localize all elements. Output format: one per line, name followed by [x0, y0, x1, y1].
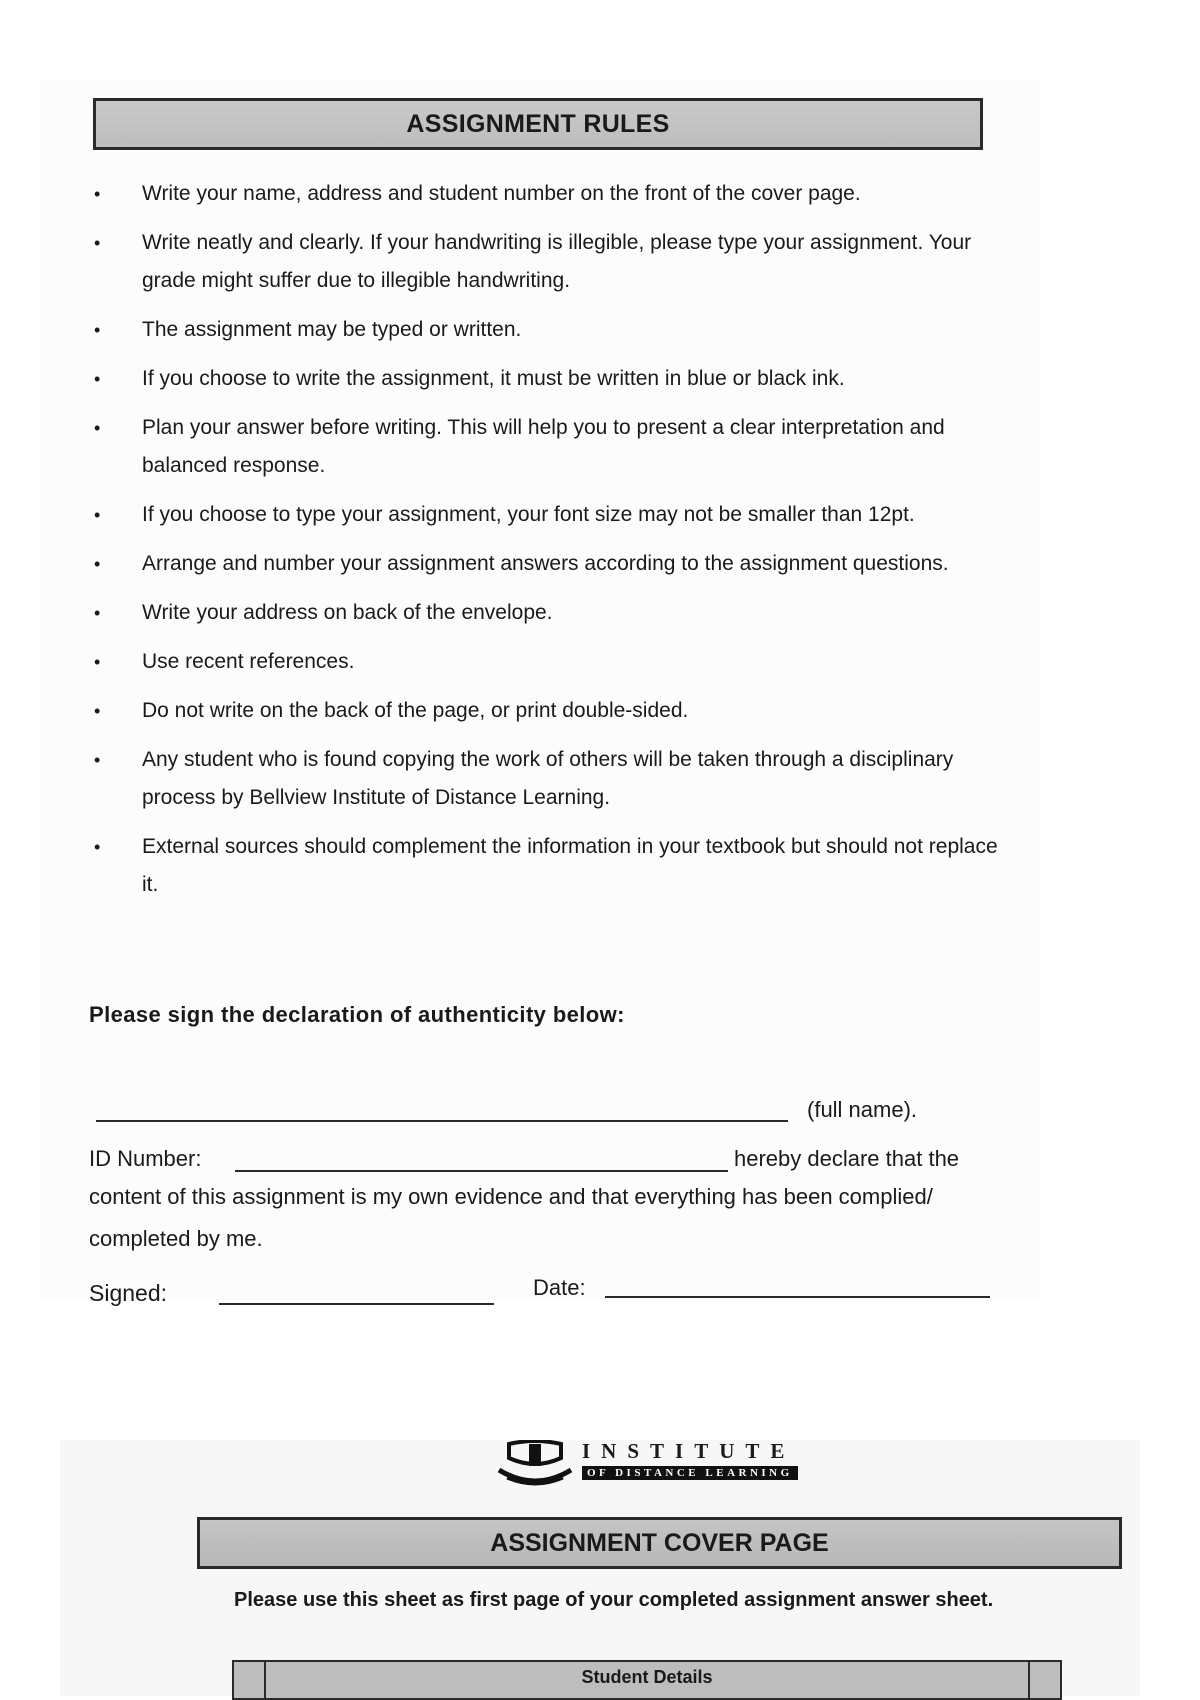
bullet-icon: •	[94, 652, 101, 672]
list-item: • If you choose to type your assignment, your font size may not be smaller than 12pt.	[92, 496, 1012, 534]
date-line[interactable]	[605, 1296, 990, 1298]
list-item: • Arrange and number your assignment answers according to the assignment questions.	[92, 545, 1012, 583]
full-name-label: (full name).	[807, 1097, 918, 1122]
bullet-icon: •	[94, 369, 101, 389]
assignment-rules-heading: ASSIGNMENT RULES	[93, 98, 983, 150]
list-item: • Do not write on the back of the page, or print double-sided.	[92, 692, 1012, 730]
full-name-line[interactable]	[96, 1120, 788, 1122]
bullet-icon: •	[94, 837, 101, 857]
declaration-statement: content of this assignment is my own evidence and that everything has been complied/ completed by me.	[89, 1184, 933, 1251]
rules-list	[92, 175, 1012, 915]
list-item: • External sources should complement the information in your textbook but should not replace it.	[92, 828, 1012, 904]
list-item: • If you choose to write the assignment, it must be written in blue or black ink.	[92, 360, 1012, 398]
signed-label: Signed:	[89, 1280, 168, 1306]
declaration-heading: Please sign the declaration of authenticity below:	[89, 1002, 625, 1027]
bullet-icon: •	[94, 554, 101, 574]
bullet-icon: •	[94, 418, 101, 438]
list-item: • Use recent references.	[92, 643, 1012, 681]
list-item: • The assignment may be typed or written.	[92, 311, 1012, 349]
date-label: Date:	[533, 1275, 586, 1300]
bullet-icon: •	[94, 701, 101, 721]
list-item: • Write your address on back of the envelope.	[92, 594, 1012, 632]
institute-logo	[495, 1440, 825, 1490]
list-item: • Write your name, address and student number on the front of the cover page.	[92, 175, 1012, 213]
bullet-icon: •	[94, 603, 101, 623]
bullet-icon: •	[94, 505, 101, 525]
bullet-icon: •	[94, 750, 101, 770]
list-item: • Any student who is found copying the work of others will be taken through a disciplinary process by Bellview Institute of Distance Learning.	[92, 741, 1012, 817]
list-item: • Plan your answer before writing. This will help you to present a clear interpretation and balanced response.	[92, 409, 1012, 485]
list-item: • Write neatly and clearly. If your handwriting is illegible, please type your assignment. Your grade might suffer due to illegible handwriting.	[92, 224, 1012, 300]
bullet-icon: •	[94, 184, 101, 204]
crest-emblem-icon	[495, 1440, 575, 1490]
logo-institute-text: INSTITUTE	[582, 1439, 796, 1463]
student-details-table	[232, 1660, 1062, 1700]
signature-line[interactable]	[219, 1303, 494, 1305]
declare-text: hereby declare that the	[734, 1146, 960, 1171]
bullet-icon: •	[94, 233, 101, 253]
cover-page-heading: ASSIGNMENT COVER PAGE	[197, 1517, 1122, 1569]
id-number-line[interactable]	[235, 1170, 728, 1172]
logo-wordmark	[582, 1440, 798, 1481]
id-number-label: ID Number:	[89, 1146, 202, 1171]
bullet-icon: •	[94, 320, 101, 340]
cover-instruction: Please use this sheet as first page of your completed assignment answer sheet.	[234, 1589, 994, 1611]
student-details-heading: Student Details	[264, 1662, 1030, 1698]
logo-subtitle: OF DISTANCE LEARNING	[582, 1466, 798, 1480]
